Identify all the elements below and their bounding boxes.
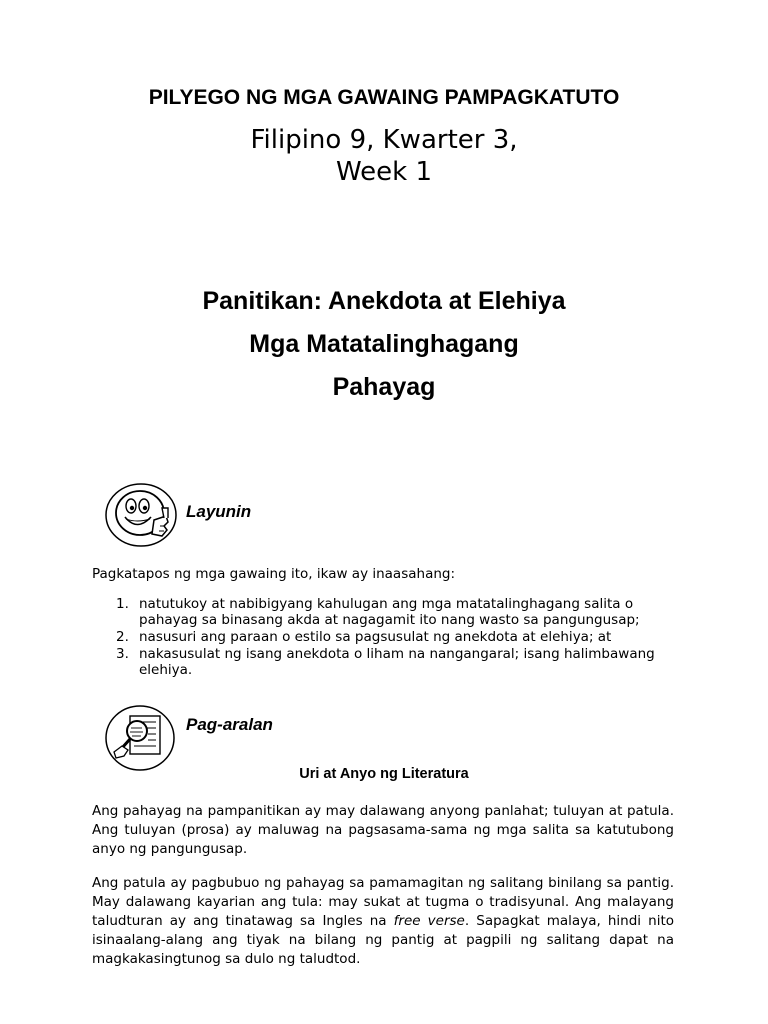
topic-title-line-2: Mga Matatalinghagang — [249, 330, 519, 358]
page-header-title: PILYEGO NG MGA GAWAING PAMPAGKATUTO — [148, 86, 620, 109]
topic-title-line-1: Panitikan: Anekdota at Elehiya — [202, 287, 566, 315]
subtitle-line-2: Week 1 — [335, 157, 433, 187]
magnifying-glass-document-icon — [104, 704, 178, 772]
list-item: 2. nasusuri ang paraan o estilo sa pagsusulat ng anekdota at elehiya; at — [116, 629, 612, 645]
section-label-pag-aralan: Pag-aralan — [186, 715, 273, 734]
paragraph-2: Ang patula ay pagbubuo ng pahayag sa pamamagitan ng salitang binilang sa pantig. May dalawang kayarian ang tula: may sukat at tugma o tradisyunal. Ang malayang taludturan ay ang tinatawag sa Ingles na free verse. Sapagkat malaya, hindi nito isinaalang-alang ang tiyak na bilang ng pantig at pagpili ng salitang dapat na magkakasingtunog sa dulo ng taludtod. — [92, 875, 674, 967]
layunin-intro: Pagkatapos ng mga gawaing ito, ikaw ay inaasahang: — [92, 566, 456, 582]
objectives-list — [92, 596, 692, 678]
paragraph-1: Ang pahayag na pampanitikan ay may dalawang anyong panlahat; tuluyan at patula. Ang tuluyan (prosa) ay maluwag na pagsasama-sama ng mga salita sa katutubong anyo ng pangungusap. — [92, 803, 674, 857]
subtitle-line-1: Filipino 9, Kwarter 3, — [250, 125, 518, 155]
smiley-thumbs-up-icon — [104, 482, 178, 548]
page-subtitle — [0, 124, 768, 188]
section-heading-uri-at-anyo: Uri at Anyo ng Literatura — [299, 766, 469, 782]
list-item: 1. natutukoy at nabibigyang kahulugan ang mga matatalinghagang salita o pahayag sa binasang akda at nagagamit ito nang wasto sa pangungusap; — [116, 596, 640, 628]
section-label-layunin: Layunin — [186, 502, 252, 521]
list-item: 3. nakasusulat ng isang anekdota o liham na nangangaral; isang halimbawang elehiya. — [116, 646, 655, 678]
topic-title-line-3: Pahayag — [332, 373, 436, 401]
term-free-verse: free verse — [393, 913, 465, 929]
